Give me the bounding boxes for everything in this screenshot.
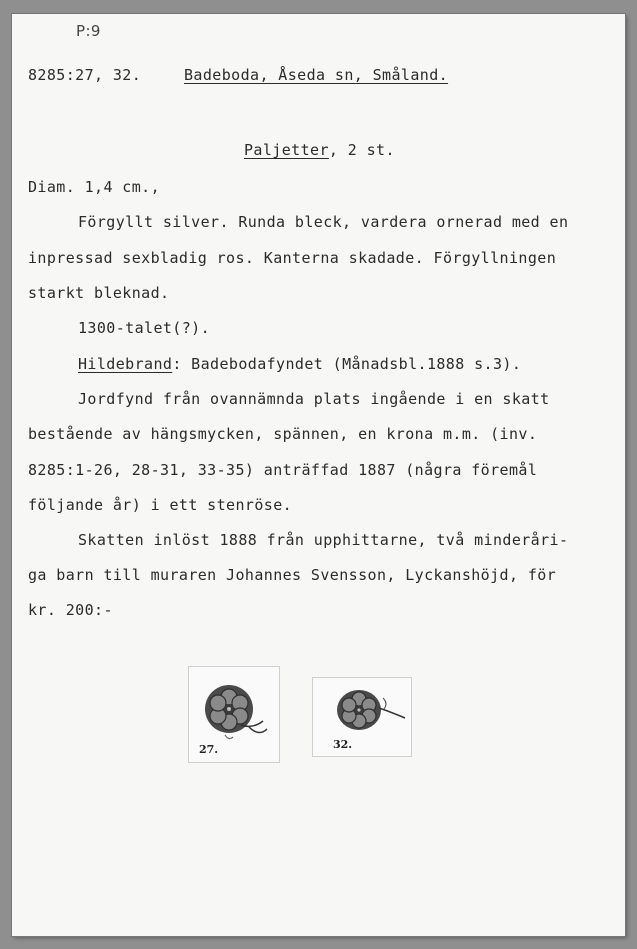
find-location: Badeboda, Åseda sn, Småland. — [184, 66, 449, 84]
diameter: Diam. 1,4 cm., — [28, 178, 161, 196]
rose-spangle-image — [313, 678, 411, 756]
description-line-3: starkt bleknad. — [28, 284, 170, 302]
catalog-card — [12, 14, 625, 936]
object-title-count: , 2 st. — [328, 141, 395, 159]
description-line-2: inpressad sexbladig ros. Kanterna skadade. Förgyllningen — [28, 249, 557, 267]
handwritten-reference: P:9 — [76, 22, 101, 40]
photo-spangle-32 — [312, 677, 412, 757]
reference-text: : Badebodafyndet (Månadsbl.1888 s.3). — [172, 355, 522, 373]
object-title — [244, 141, 395, 159]
object-title-name: Paljetter — [244, 141, 329, 159]
photo-label-32: 32. — [333, 738, 353, 751]
context-line-4: följande år) i ett stenröse. — [28, 496, 293, 514]
photo-label-27: 27. — [199, 743, 219, 756]
context-line-1: Jordfynd från ovannämnda plats ingående i en skatt — [78, 390, 550, 408]
acquisition-line-3: kr. 200:- — [28, 601, 113, 619]
acquisition-line-1: Skatten inlöst 1888 från upphittarne, två minderåri- — [78, 531, 569, 549]
dating: 1300-talet(?). — [78, 319, 211, 337]
photo-spangle-27 — [188, 666, 280, 763]
context-line-3: 8285:1-26, 28-31, 33-35) anträffad 1887 (några föremål — [28, 461, 538, 479]
reference-author: Hildebrand — [78, 355, 173, 373]
inventory-number: 8285:27, 32. — [28, 66, 142, 84]
acquisition-line-2: ga barn till muraren Johannes Svensson, Lyckanshöjd, för — [28, 566, 557, 584]
reference — [78, 355, 521, 373]
context-line-2: bestående av hängsmycken, spännen, en krona m.m. (inv. — [28, 425, 538, 443]
description-line-1: Förgyllt silver. Runda bleck, vardera ornerad med en — [78, 213, 569, 231]
